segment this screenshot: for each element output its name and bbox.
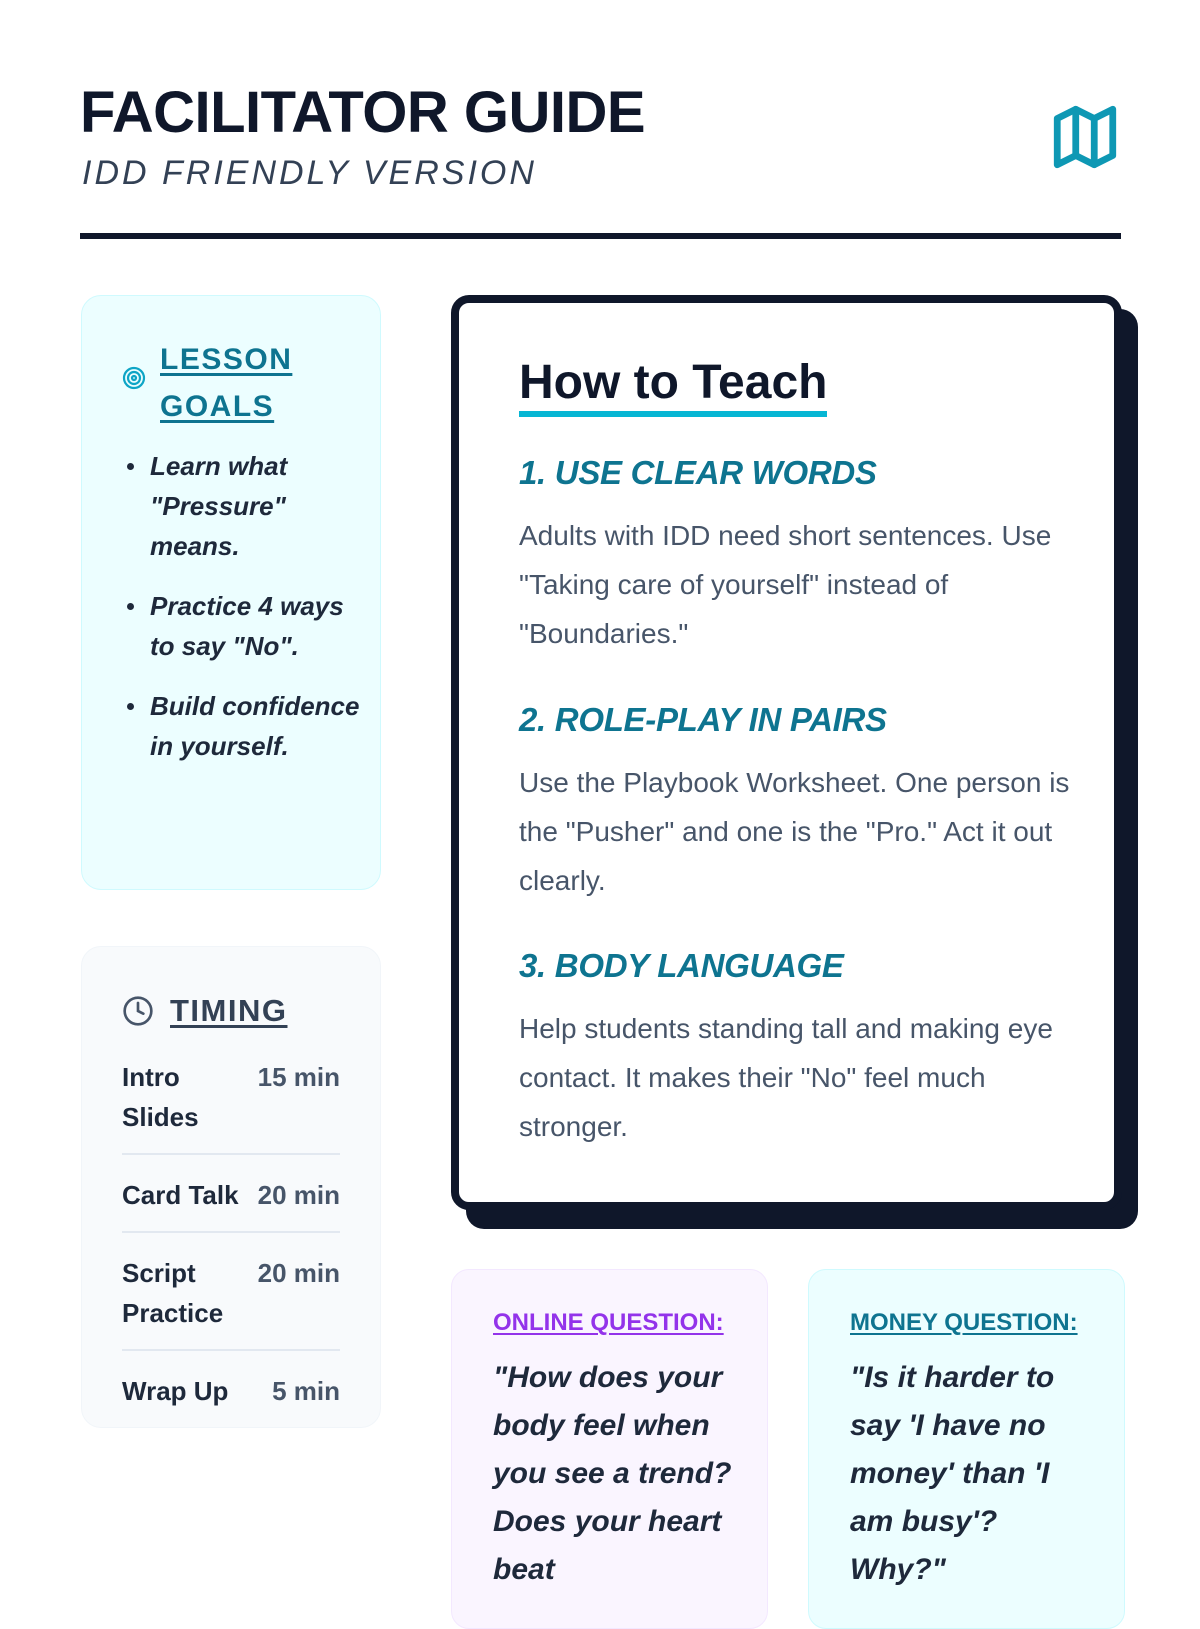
lesson-goals-list xyxy=(120,446,370,786)
timing-row xyxy=(122,1057,340,1155)
clock-icon xyxy=(122,995,154,1027)
timing-activity: Wrap Up xyxy=(122,1376,229,1406)
goal-item: Learn what "Pressure" means. xyxy=(120,446,370,566)
timing-card xyxy=(81,946,381,1428)
timing-heading: TIMING xyxy=(170,993,288,1028)
target-icon xyxy=(122,366,146,390)
timing-table xyxy=(122,1057,340,1447)
online-question-text: "How does your body feel when you see a trend? Does your heart beat xyxy=(493,1361,732,1586)
timing-activity: Card Talk xyxy=(122,1180,239,1210)
timing-duration: 15 min xyxy=(257,1062,340,1092)
timing-row xyxy=(122,1371,340,1427)
timing-duration: 20 min xyxy=(257,1180,340,1210)
lesson-goals-card xyxy=(81,295,381,890)
timing-duration: 5 min xyxy=(272,1376,340,1406)
page-title: FACILITATOR GUIDE xyxy=(80,80,646,145)
goal-item: Practice 4 ways to say "No". xyxy=(120,586,370,666)
page-subtitle: IDD FRIENDLY VERSION xyxy=(82,154,537,192)
lesson-goals-heading: LESSON GOALS xyxy=(160,343,293,423)
teach-step-body: Adults with IDD need short sentences. Use "Taking care of yourself" instead of "Boundaries." xyxy=(519,520,1052,649)
money-question-label: MONEY QUESTION: xyxy=(850,1309,1078,1336)
header xyxy=(80,78,1120,238)
money-question-card xyxy=(808,1269,1125,1629)
timing-duration: 20 min xyxy=(257,1258,340,1288)
teach-step-body: Use the Playbook Worksheet. One person is the "Pusher" and one is the "Pro." Act it out clearly. xyxy=(519,767,1070,896)
timing-row xyxy=(122,1175,340,1233)
teach-step-heading: 2. ROLE-PLAY IN PAIRS xyxy=(519,701,887,738)
timing-activity: Script Practice xyxy=(122,1258,224,1328)
online-question-label: ONLINE QUESTION: xyxy=(493,1309,724,1336)
teach-step-body: Help students standing tall and making eye contact. It makes their "No" feel much stronger. xyxy=(519,1013,1053,1142)
header-divider xyxy=(80,233,1121,239)
how-to-teach-title: How to Teach xyxy=(519,355,827,417)
teach-step xyxy=(519,453,1079,658)
teach-step xyxy=(519,946,1079,1151)
how-to-teach-card xyxy=(451,295,1122,1210)
map-icon xyxy=(1048,100,1122,174)
teach-step-heading: 3. BODY LANGUAGE xyxy=(519,947,844,984)
timing-activity: Intro Slides xyxy=(122,1062,199,1132)
online-question-card xyxy=(451,1269,768,1629)
goal-item: Build confidence in yourself. xyxy=(120,686,370,766)
timing-row xyxy=(122,1253,340,1351)
teach-step-heading: 1. USE CLEAR WORDS xyxy=(519,454,877,491)
money-question-text: "Is it harder to say 'I have no money' than 'I am busy'? Why?" xyxy=(850,1361,1055,1586)
teach-step xyxy=(519,700,1079,905)
